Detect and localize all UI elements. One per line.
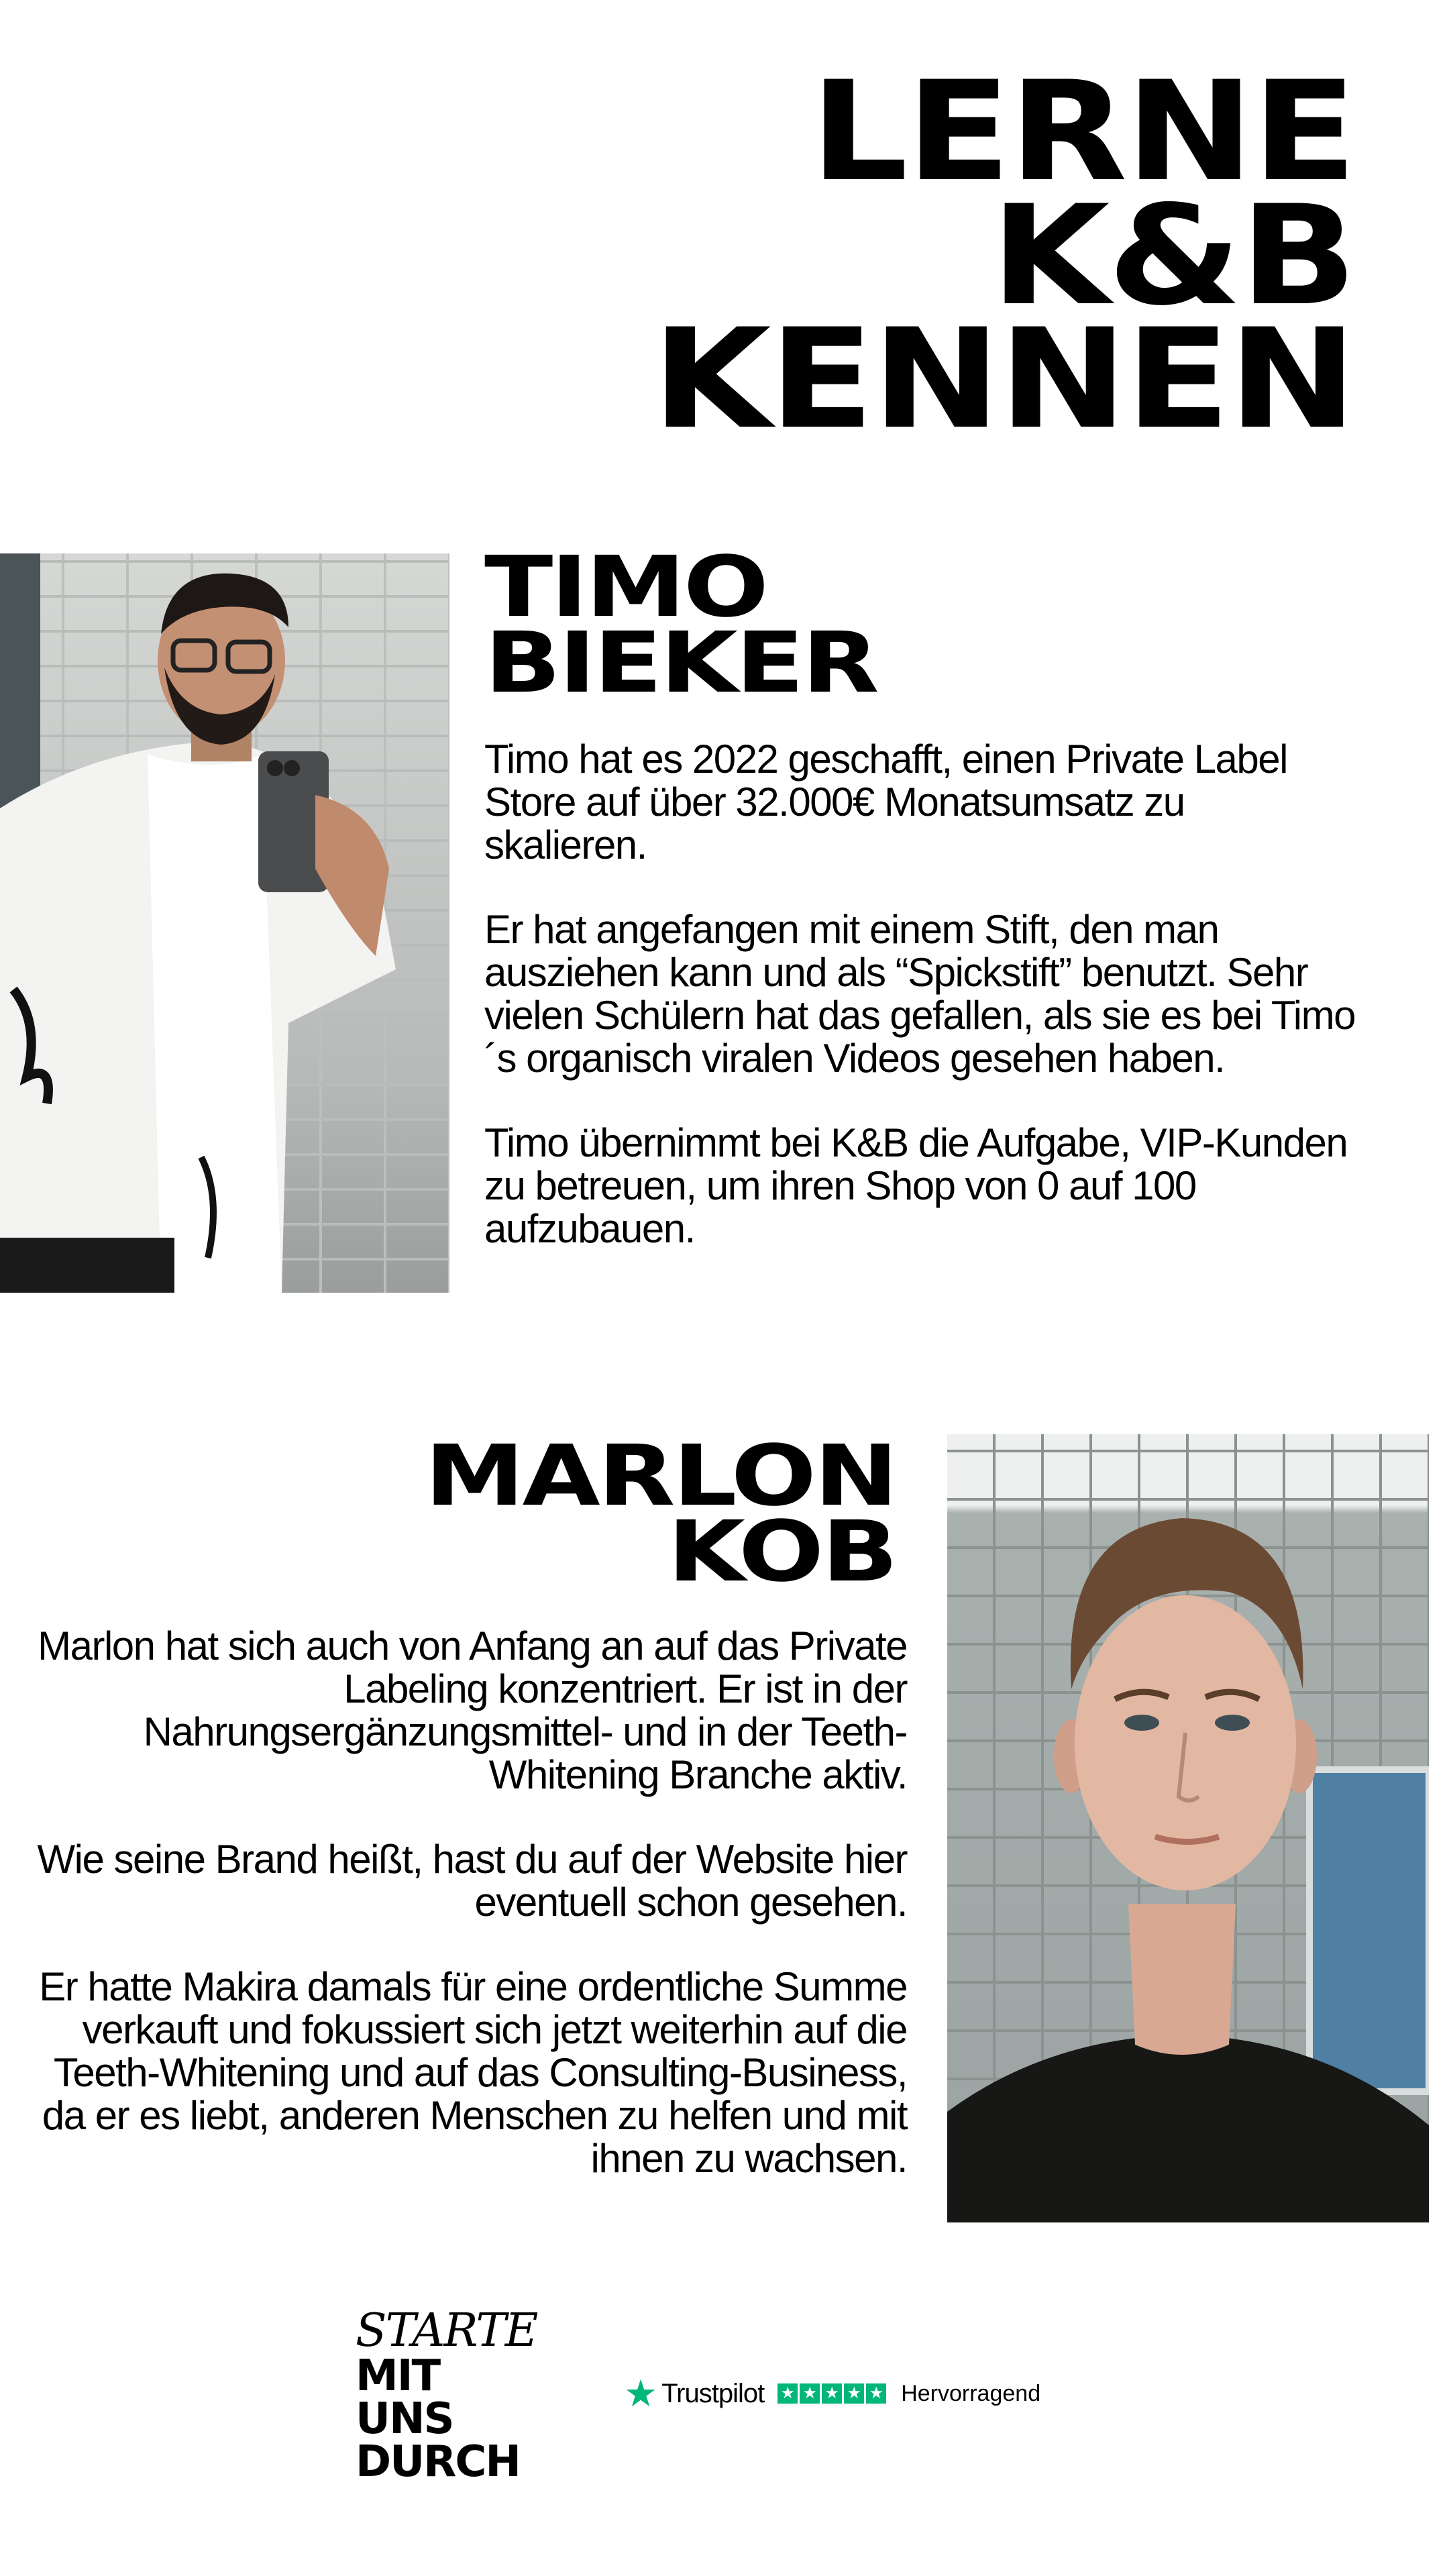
trustpilot-badge[interactable] xyxy=(624,2372,1041,2414)
timo-photo xyxy=(0,553,449,1293)
trustpilot-star-box-icon: ★ xyxy=(822,2383,842,2404)
trustpilot-star-box-icon: ★ xyxy=(800,2383,820,2404)
marlon-name xyxy=(424,1428,896,1601)
timo-first-name: TIMO xyxy=(484,539,767,636)
cta-line-3: DURCH xyxy=(356,2437,520,2487)
trustpilot-rating-label: Hervorragend xyxy=(901,2380,1041,2406)
trustpilot-star-box-icon: ★ xyxy=(844,2383,864,2404)
timo-bio xyxy=(484,738,1356,1292)
page-title xyxy=(652,52,1355,460)
cta-line-2: UNS xyxy=(356,2394,453,2444)
marlon-first-name: MARLON xyxy=(424,1428,896,1525)
person-portrait-icon xyxy=(947,1434,1429,2222)
trustpilot-star-box-icon: ★ xyxy=(777,2383,798,2404)
trustpilot-star-icon: ★ xyxy=(624,2372,658,2414)
cta-block xyxy=(356,2304,537,2487)
trustpilot-rating-stars xyxy=(777,2383,886,2404)
cta-line-1: MIT xyxy=(356,2351,440,2401)
page-title-line-3: KENNEN xyxy=(652,300,1355,460)
page-title-line-2: K&B xyxy=(990,176,1355,336)
marlon-last-name: KOB xyxy=(667,1503,896,1601)
marlon-bio-paragraph-3: Er hatte Makira damals für eine ordentliche Summe verkauft und fokussiert sich jetzt weiterhin auf die Teeth-Whitening und auf das Consulting-Business, da er es liebt, anderen Menschen zu helfen und mit ihnen zu wachsen. xyxy=(39,1964,907,2181)
person-portrait-icon xyxy=(0,553,449,1293)
cta-script-text: STARTE xyxy=(356,2304,537,2357)
marlon-bio-paragraph-2: Wie seine Brand heißt, hast du auf der Website hier eventuell schon gesehen. xyxy=(37,1837,907,1925)
timo-name xyxy=(484,539,877,712)
page-title-line-1: LERNE xyxy=(810,52,1355,212)
timo-bio-paragraph-2: Er hat angefangen mit einem Stift, den man ausziehen kann und als “Spickstift” benutzt. Sehr vielen Schülern hat das gefallen, als sie es bei Timo´s organisch viralen Videos gesehen haben. xyxy=(484,907,1355,1081)
marlon-bio xyxy=(35,1625,907,2222)
marlon-photo xyxy=(947,1434,1429,2222)
trustpilot-label: Trustpilot xyxy=(661,2378,765,2408)
marlon-bio-paragraph-1: Marlon hat sich auch von Anfang an auf das Private Labeling konzentriert. Er ist in der Nahrungsergänzungsmittel- und in der Teeth-Whitening Branche aktiv. xyxy=(38,1623,907,1797)
timo-last-name: BIEKER xyxy=(484,614,877,712)
timo-bio-paragraph-3: Timo übernimmt bei K&B die Aufgabe, VIP-Kunden zu betreuen, um ihren Shop von 0 auf 100 aufzubauen. xyxy=(484,1120,1348,1251)
timo-bio-paragraph-1: Timo hat es 2022 geschafft, einen Private Label Store auf über 32.000€ Monatsumsatz zu skalieren. xyxy=(484,737,1287,867)
trustpilot-star-box-icon: ★ xyxy=(866,2383,886,2404)
cta-lines xyxy=(356,2351,537,2487)
